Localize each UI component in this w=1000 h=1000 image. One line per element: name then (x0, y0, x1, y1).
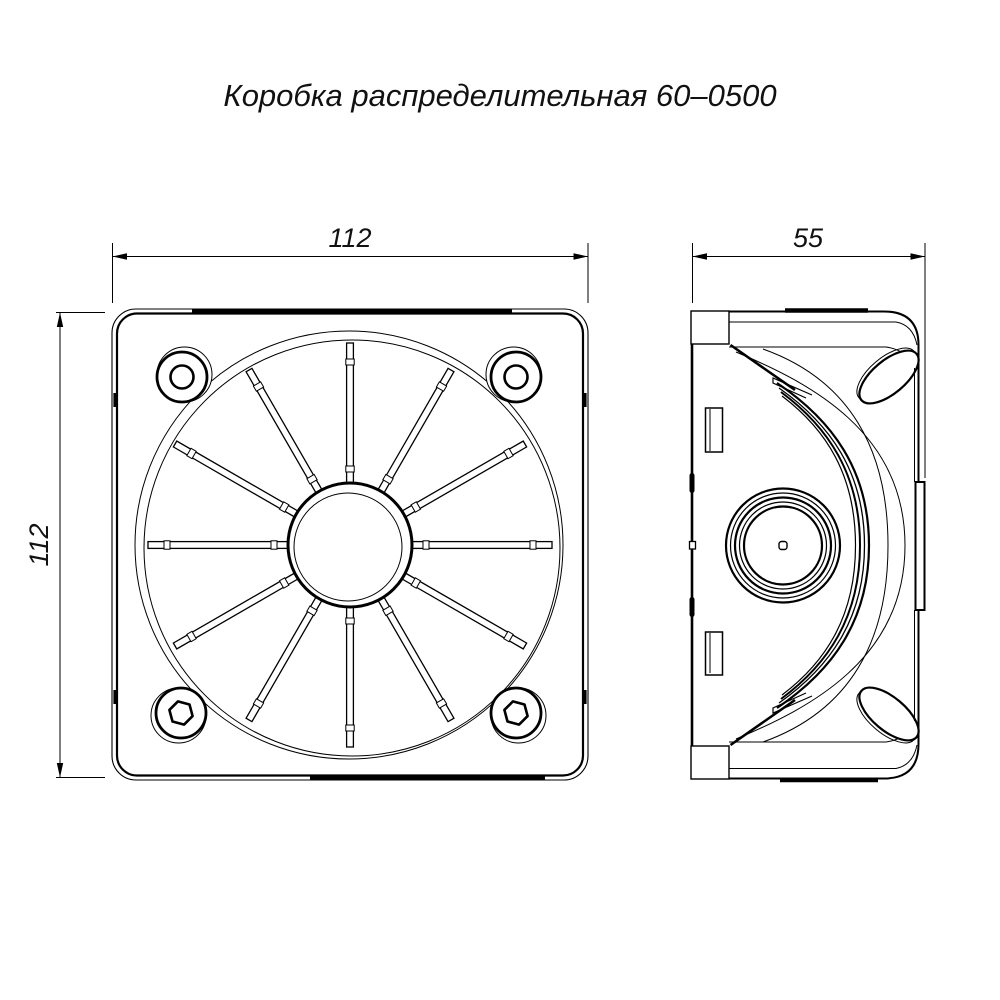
boss-hex-hole (504, 701, 527, 724)
entry-center-mark (779, 542, 787, 550)
dimension-value: 112 (24, 523, 54, 567)
right-edge-band (916, 482, 925, 610)
rib-180 (346, 607, 354, 747)
side-clip-top (706, 408, 723, 452)
dimension-value: 55 (792, 223, 824, 253)
boss-hole (171, 366, 194, 389)
front-view (112, 309, 588, 780)
side-view (690, 311, 928, 781)
flange-latch-bump-top (690, 473, 695, 493)
mounting-boss-bottom-right (491, 688, 546, 743)
dimension-front-width (113, 223, 589, 303)
arrowhead-right (911, 253, 926, 260)
rib-90 (412, 541, 552, 549)
arrowhead-left (693, 253, 708, 260)
drawing-title: Коробка распределительная 60–0500 (223, 78, 777, 113)
flange-boss-top (691, 311, 729, 344)
boss-hole (505, 366, 528, 389)
arrowhead-top (57, 313, 63, 328)
central-entry-outer-circle (288, 483, 412, 607)
side-cable-entry (726, 489, 840, 603)
flange-latch-bump-bottom (690, 597, 695, 617)
boss-hex-hole (169, 701, 192, 724)
mounting-boss-bottom-left (151, 688, 206, 743)
arrowhead-left (113, 253, 128, 260)
dimension-value: 112 (328, 223, 372, 253)
rib-0 (346, 343, 354, 483)
arrowhead-right (574, 253, 589, 260)
arrowhead-bottom (57, 763, 63, 778)
clip-body (706, 632, 723, 675)
side-clip-bottom (706, 632, 723, 675)
mounting-boss-top-right (486, 347, 541, 402)
clip-body (706, 408, 723, 452)
flange-center-notch (690, 542, 696, 550)
mounting-boss-top-left (157, 347, 212, 402)
flange-boss-bottom (691, 746, 729, 779)
dimension-front-height (24, 313, 105, 778)
rib-270 (148, 541, 288, 549)
